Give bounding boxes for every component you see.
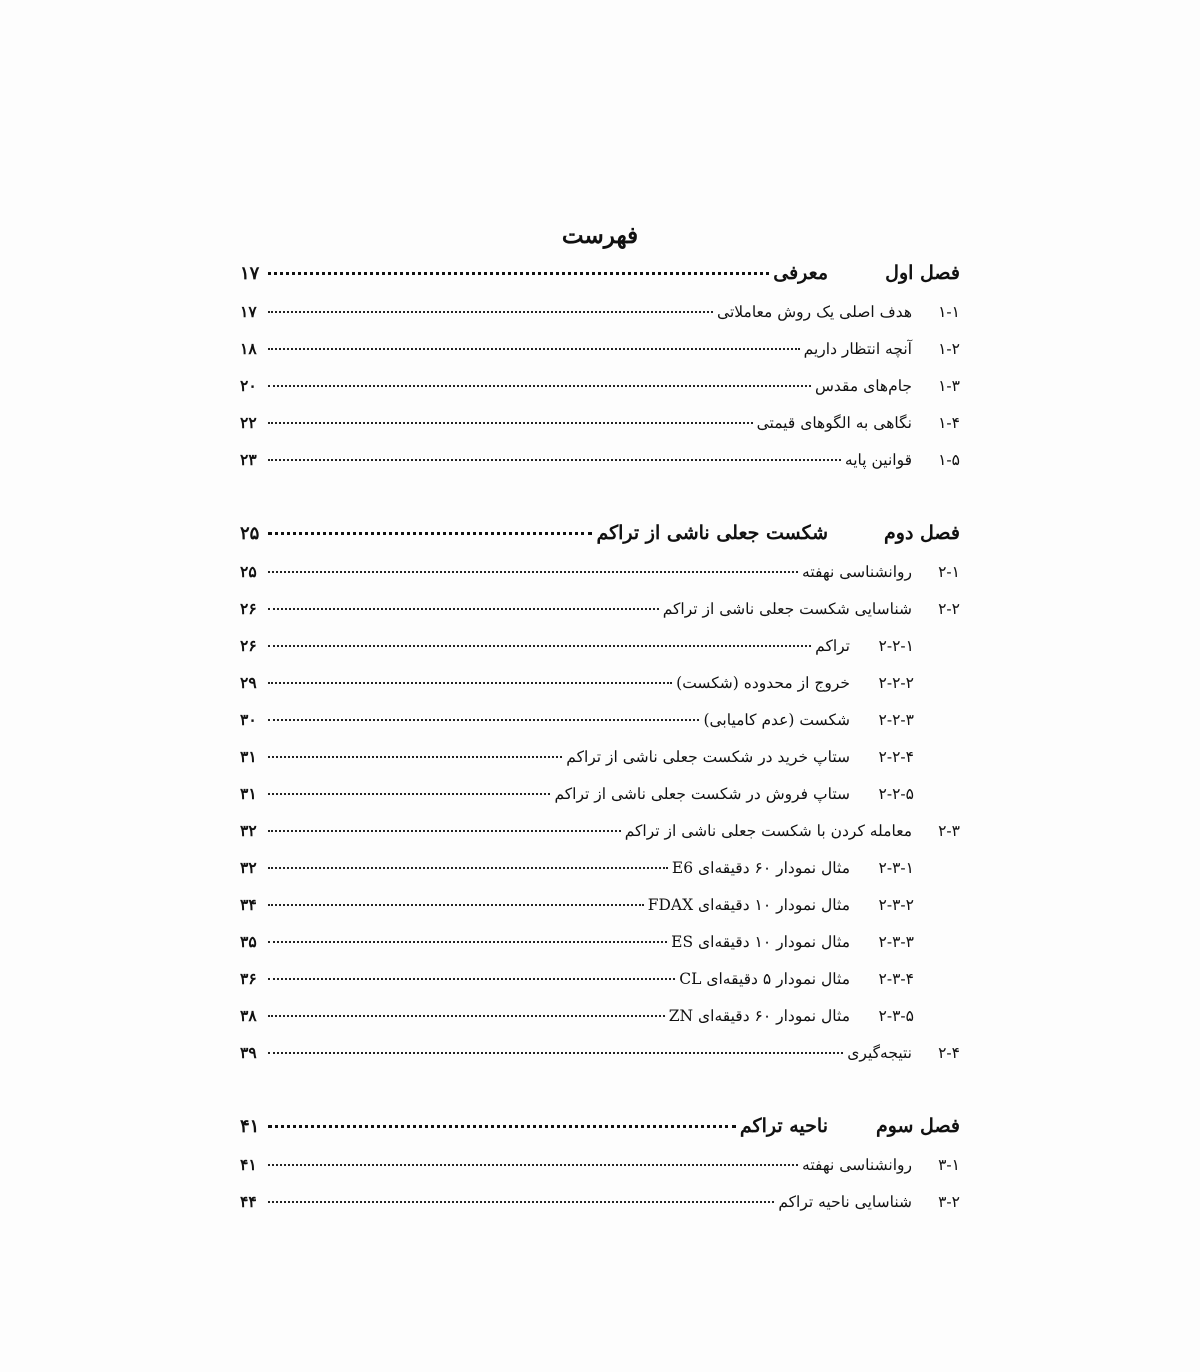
dot-leader bbox=[268, 571, 798, 573]
page-number: ۲۹ bbox=[240, 673, 257, 692]
page-number: ۲۶ bbox=[240, 636, 257, 655]
dot-leader bbox=[268, 459, 841, 461]
section-title: ستاپ فروش در شکست جعلی ناشی از تراکم bbox=[554, 785, 850, 803]
page-number: ۲۲ bbox=[240, 413, 257, 432]
section-number: ۲-۱ bbox=[938, 563, 960, 581]
dot-leader bbox=[268, 867, 668, 869]
section-number: ۲-۲-۵ bbox=[878, 785, 914, 803]
dot-leader bbox=[268, 1201, 774, 1203]
toc-entry[interactable] bbox=[240, 710, 960, 747]
toc-entry[interactable] bbox=[240, 302, 960, 339]
page-number: ۱۷ bbox=[240, 302, 257, 321]
dot-leader bbox=[268, 904, 644, 906]
section-number: ۱-۳ bbox=[938, 377, 960, 395]
section-number: ۲-۲-۴ bbox=[878, 748, 914, 766]
section-title: شناسایی شکست جعلی ناشی از تراکم bbox=[662, 600, 912, 618]
toc-entry[interactable] bbox=[240, 969, 960, 1006]
section-title: مثال نمودار ۶۰ دقیقه‌ای E6 bbox=[671, 859, 850, 877]
toc-entry[interactable] bbox=[240, 1155, 960, 1192]
chapter-title: شکست جعلی ناشی از تراکم bbox=[596, 522, 828, 544]
section-title: روانشناسی نهفته bbox=[802, 563, 912, 581]
toc-title: فهرست bbox=[561, 222, 639, 249]
toc-entry[interactable] bbox=[240, 673, 960, 710]
dot-leader bbox=[268, 1052, 843, 1054]
chapter-title: معرفی bbox=[773, 262, 828, 284]
dot-leader bbox=[268, 719, 699, 721]
page-number: ۳۲ bbox=[240, 821, 257, 840]
section-number: ۱-۵ bbox=[938, 451, 960, 469]
toc-entry[interactable] bbox=[240, 1192, 960, 1229]
section-title: جام‌های مقدس bbox=[814, 377, 912, 395]
toc-entry[interactable] bbox=[240, 562, 960, 599]
dot-leader bbox=[268, 830, 621, 832]
page-number: ۴۱ bbox=[240, 1155, 257, 1174]
page-number: ۲۳ bbox=[240, 450, 257, 469]
chapter-1 bbox=[240, 262, 960, 487]
section-number: ۱-۴ bbox=[938, 414, 960, 432]
dot-leader bbox=[268, 311, 713, 313]
section-title: ستاپ خرید در شکست جعلی ناشی از تراکم bbox=[566, 748, 850, 766]
chapter-number: فصل اول bbox=[885, 262, 960, 284]
dot-leader bbox=[268, 793, 550, 795]
toc-entry[interactable] bbox=[240, 599, 960, 636]
section-title: شکست (عدم کامیابی) bbox=[703, 711, 850, 729]
section-number: ۲-۳-۴ bbox=[878, 970, 914, 988]
toc-entry[interactable] bbox=[240, 932, 960, 969]
section-title: نگاهی به الگوهای قیمتی bbox=[756, 414, 912, 432]
section-number: ۲-۳-۱ bbox=[878, 859, 914, 877]
page-number: ۳۱ bbox=[240, 784, 257, 803]
dot-leader bbox=[268, 1015, 665, 1017]
section-title: تراکم bbox=[815, 637, 850, 655]
chapter-heading[interactable] bbox=[240, 262, 960, 302]
section-title: مثال نمودار ۱۰ دقیقه‌ای FDAX bbox=[647, 896, 850, 914]
section-title: نتیجه‌گیری bbox=[847, 1044, 912, 1062]
page-number: ۴۴ bbox=[240, 1192, 257, 1211]
section-number: ۲-۳ bbox=[938, 822, 960, 840]
chapter-number: فصل سوم bbox=[875, 1115, 960, 1137]
dot-leader bbox=[268, 941, 667, 943]
dot-leader bbox=[268, 645, 811, 647]
dot-leader bbox=[268, 1125, 736, 1128]
section-title: معامله کردن با شکست جعلی ناشی از تراکم bbox=[624, 822, 912, 840]
section-number: ۲-۴ bbox=[938, 1044, 960, 1062]
section-title: مثال نمودار ۵ دقیقه‌ای CL bbox=[679, 970, 850, 988]
section-title: مثال نمودار ۱۰ دقیقه‌ای ES bbox=[671, 933, 850, 951]
chapter-2 bbox=[240, 522, 960, 1080]
toc-entry[interactable] bbox=[240, 413, 960, 450]
dot-leader bbox=[268, 272, 769, 275]
page-number: ۲۶ bbox=[240, 599, 257, 618]
section-number: ۳-۱ bbox=[938, 1156, 960, 1174]
toc-entry[interactable] bbox=[240, 1043, 960, 1080]
dot-leader bbox=[268, 532, 592, 535]
section-title: مثال نمودار ۶۰ دقیقه‌ای ZN bbox=[668, 1007, 850, 1025]
page-number: ۲۵ bbox=[240, 523, 260, 544]
toc-entry[interactable] bbox=[240, 858, 960, 895]
page-number: ۳۰ bbox=[240, 710, 257, 729]
page-number: ۱۷ bbox=[240, 263, 260, 284]
chapter-heading[interactable] bbox=[240, 522, 960, 562]
page-number: ۳۲ bbox=[240, 858, 257, 877]
section-number: ۲-۳-۵ bbox=[878, 1007, 914, 1025]
toc-entry[interactable] bbox=[240, 450, 960, 487]
chapter-3 bbox=[240, 1115, 960, 1229]
dot-leader bbox=[268, 978, 675, 980]
dot-leader bbox=[268, 608, 659, 610]
section-number: ۲-۲ bbox=[938, 600, 960, 618]
page-number: ۳۹ bbox=[240, 1043, 257, 1062]
page-number: ۳۶ bbox=[240, 969, 257, 988]
page-number: ۴۱ bbox=[240, 1116, 260, 1137]
dot-leader bbox=[268, 682, 672, 684]
toc-entry[interactable] bbox=[240, 376, 960, 413]
toc-entry[interactable] bbox=[240, 895, 960, 932]
toc-entry[interactable] bbox=[240, 784, 960, 821]
dot-leader bbox=[268, 756, 562, 758]
dot-leader bbox=[268, 385, 811, 387]
section-title: شناسایی ناحیه تراکم bbox=[778, 1193, 912, 1211]
chapter-heading[interactable] bbox=[240, 1115, 960, 1155]
chapter-number: فصل دوم bbox=[884, 522, 960, 544]
toc-entry[interactable] bbox=[240, 747, 960, 784]
section-number: ۲-۳-۲ bbox=[878, 896, 914, 914]
section-number: ۲-۲-۳ bbox=[878, 711, 914, 729]
section-number: ۱-۲ bbox=[938, 340, 960, 358]
section-title: آنچه انتظار داریم bbox=[803, 340, 912, 358]
dot-leader bbox=[268, 1164, 798, 1166]
section-number: ۲-۳-۳ bbox=[878, 933, 914, 951]
section-number: ۲-۲-۲ bbox=[878, 674, 914, 692]
dot-leader bbox=[268, 422, 753, 424]
page-number: ۲۵ bbox=[240, 562, 257, 581]
page-number: ۳۸ bbox=[240, 1006, 257, 1025]
dot-leader bbox=[268, 348, 800, 350]
section-number: ۳-۲ bbox=[938, 1193, 960, 1211]
section-title: خروج از محدوده (شکست) bbox=[676, 674, 850, 692]
toc-entry[interactable] bbox=[240, 339, 960, 376]
section-title: هدف اصلی یک روش معاملاتی bbox=[717, 303, 912, 321]
page-number: ۳۴ bbox=[240, 895, 257, 914]
page-number: ۳۱ bbox=[240, 747, 257, 766]
section-number: ۱-۱ bbox=[938, 303, 960, 321]
section-title: قوانین پایه bbox=[844, 451, 912, 469]
page-number: ۲۰ bbox=[240, 376, 257, 395]
toc-entry[interactable] bbox=[240, 1006, 960, 1043]
chapter-title: ناحیه تراکم bbox=[739, 1115, 828, 1137]
toc-entry[interactable] bbox=[240, 636, 960, 673]
page-number: ۳۵ bbox=[240, 932, 257, 951]
section-title: روانشناسی نهفته bbox=[802, 1156, 912, 1174]
toc-entry[interactable] bbox=[240, 821, 960, 858]
page-number: ۱۸ bbox=[240, 339, 257, 358]
section-number: ۲-۲-۱ bbox=[878, 637, 914, 655]
